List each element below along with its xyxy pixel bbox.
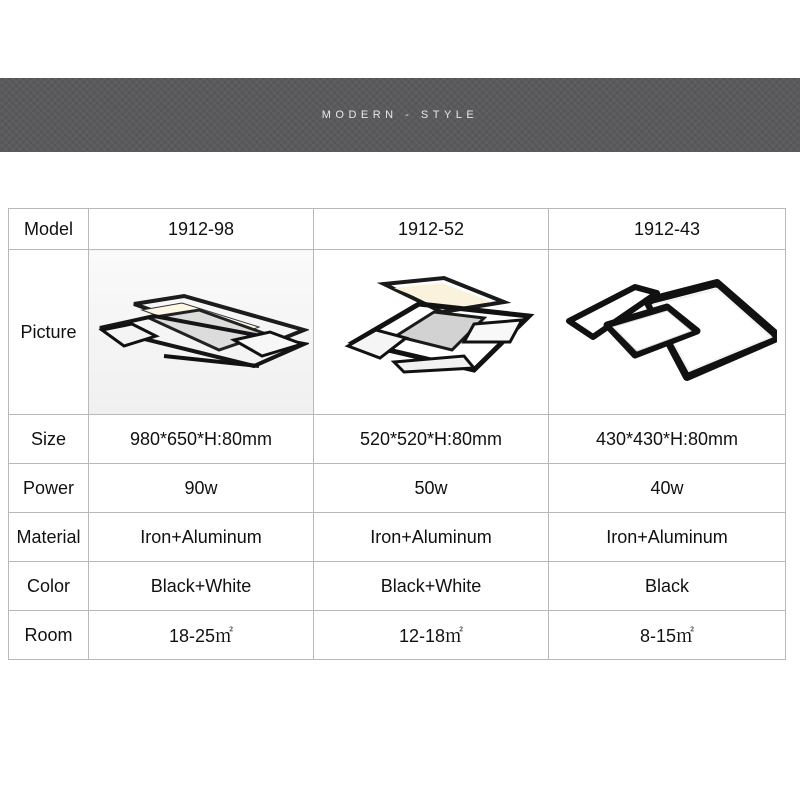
row-label-color: Color: [9, 562, 89, 611]
table-row-size: [9, 415, 786, 464]
ceiling-lamp-double-square-image: [557, 277, 777, 387]
header-banner: [0, 78, 800, 152]
spec-table: [8, 208, 786, 660]
table-row-color: [9, 562, 786, 611]
banner-title: MODERN - STYLE: [321, 109, 479, 121]
ceiling-lamp-square-image: [324, 272, 539, 392]
cell-size-3: 430*430*H:80mm: [549, 415, 786, 464]
cell-power-3: 40w: [549, 464, 786, 513]
cell-material-3: Iron+Aluminum: [549, 513, 786, 562]
table-row-room: [9, 611, 786, 660]
row-label-model: Model: [9, 209, 89, 250]
cell-model-1: 1912-98: [89, 209, 314, 250]
cell-color-1: Black+White: [89, 562, 314, 611]
cell-material-1: Iron+Aluminum: [89, 513, 314, 562]
cell-material-2: Iron+Aluminum: [314, 513, 549, 562]
row-label-material: Material: [9, 513, 89, 562]
cell-room-3: 8-15㎡: [549, 611, 786, 660]
cell-model-2: 1912-52: [314, 209, 549, 250]
cell-power-2: 50w: [314, 464, 549, 513]
row-label-picture: Picture: [9, 250, 89, 415]
cell-picture-2: [314, 250, 549, 415]
row-label-size: Size: [9, 415, 89, 464]
cell-model-3: 1912-43: [549, 209, 786, 250]
cell-picture-1: [89, 250, 314, 415]
table-row-power: [9, 464, 786, 513]
cell-power-1: 90w: [89, 464, 314, 513]
table-row-picture: [9, 250, 786, 415]
cell-picture-3: [549, 250, 786, 415]
cell-size-1: 980*650*H:80mm: [89, 415, 314, 464]
cell-room-2: 12-18㎡: [314, 611, 549, 660]
cell-color-3: Black: [549, 562, 786, 611]
cell-room-1: 18-25㎡: [89, 611, 314, 660]
cell-size-2: 520*520*H:80mm: [314, 415, 549, 464]
row-label-power: Power: [9, 464, 89, 513]
table-row-material: [9, 513, 786, 562]
ceiling-lamp-rectangular-image: [94, 282, 309, 382]
cell-color-2: Black+White: [314, 562, 549, 611]
table-row-model: [9, 209, 786, 250]
row-label-room: Room: [9, 611, 89, 660]
